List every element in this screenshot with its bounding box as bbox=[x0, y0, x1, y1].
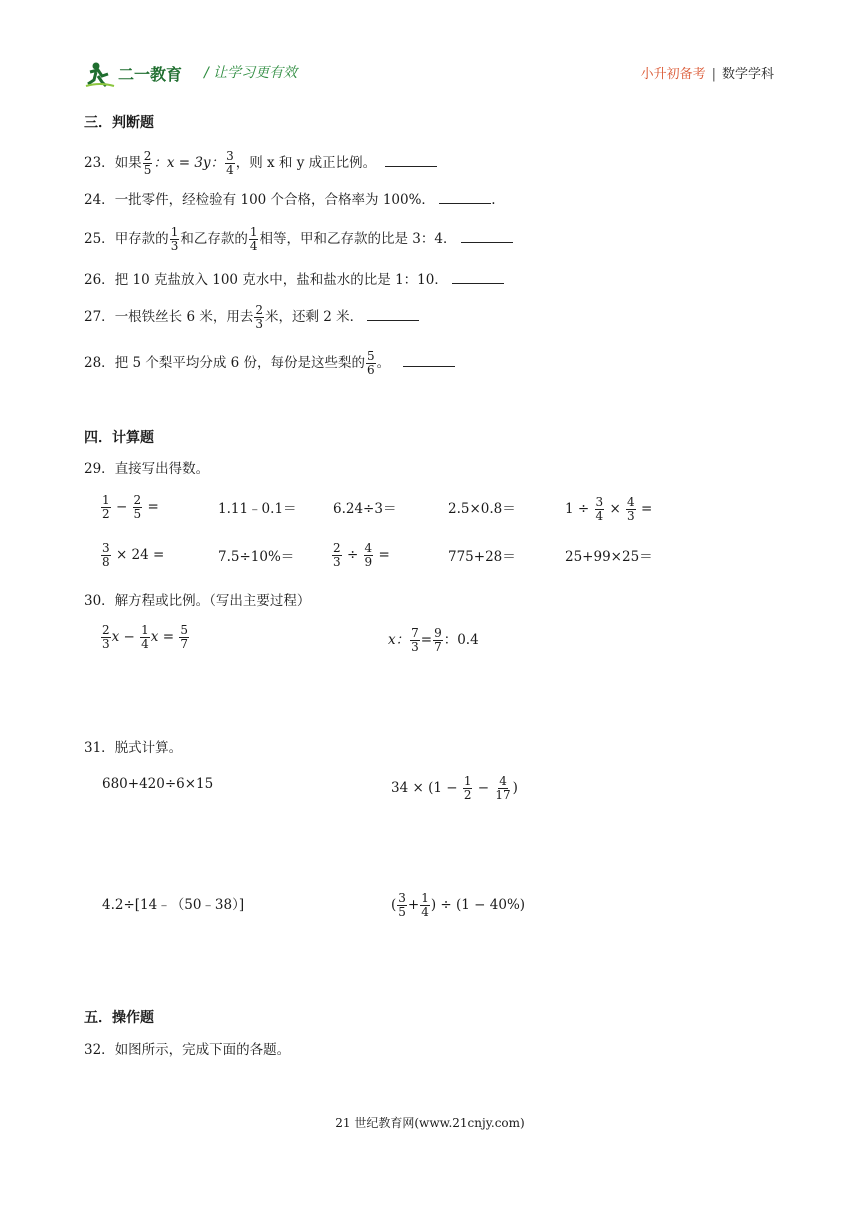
q28-answer-blank[interactable] bbox=[403, 354, 455, 367]
q32-num: 32． bbox=[84, 1042, 115, 1058]
b3-f1d: 3 bbox=[333, 555, 341, 569]
eq1-f3n: 5 bbox=[180, 623, 188, 637]
eq2-frac-2 bbox=[433, 627, 443, 654]
q30-text: 解方程或比例。（写出主要过程） bbox=[114, 593, 311, 609]
eq2-f2d: 7 bbox=[434, 640, 442, 654]
q29-item-a5 bbox=[565, 496, 652, 523]
section-5-title: 五．操作题 bbox=[84, 1010, 154, 1026]
e4-frac-1 bbox=[397, 892, 407, 919]
a1-eq: = bbox=[147, 499, 159, 515]
question-26 bbox=[84, 270, 504, 290]
q30-equation-1 bbox=[100, 624, 190, 651]
question-28 bbox=[84, 350, 455, 377]
e2-op: − bbox=[477, 780, 490, 796]
q25-num: 25． bbox=[84, 231, 115, 247]
e4-f1d: 5 bbox=[398, 905, 406, 919]
q26-num: 26． bbox=[84, 272, 115, 288]
eq1-f2d: 4 bbox=[141, 637, 149, 651]
eq1-f3d: 7 bbox=[180, 637, 188, 651]
b3-frac-2 bbox=[364, 542, 374, 569]
q24-answer-blank[interactable] bbox=[439, 191, 491, 204]
q29-item-b2: 7.5÷10%＝ bbox=[218, 549, 295, 565]
q31-text: 脱式计算。 bbox=[114, 740, 183, 756]
eq1-x1: x − bbox=[111, 629, 135, 645]
q23-f1n: 2 bbox=[143, 149, 152, 163]
section-4-title: 四．计算题 bbox=[84, 430, 154, 446]
eq1-frac-3 bbox=[179, 624, 189, 651]
q27-fn: 2 bbox=[255, 303, 263, 317]
q29-text: 直接写出得数。 bbox=[114, 461, 210, 477]
b3-f2n: 4 bbox=[364, 541, 373, 555]
q23-pre: 如果 bbox=[114, 155, 142, 171]
q23-answer-blank[interactable] bbox=[385, 154, 437, 167]
eq2-frac-1 bbox=[410, 627, 420, 654]
b3-f1n: 2 bbox=[333, 541, 341, 555]
q25-pre: 甲存款的 bbox=[114, 231, 169, 247]
q25-mid: 和乙存款的 bbox=[180, 231, 248, 247]
question-25 bbox=[84, 226, 513, 253]
q25-frac-1 bbox=[170, 226, 180, 253]
q29-item-b5: 25+99×25＝ bbox=[565, 549, 653, 565]
e2-f1d: 2 bbox=[463, 788, 472, 802]
question-31 bbox=[84, 738, 182, 758]
q25-post: 相等，甲和乙存款的比是 3：4． bbox=[259, 231, 457, 247]
q23-frac-1 bbox=[143, 150, 153, 177]
eq2-f1n: 7 bbox=[411, 626, 419, 640]
q23-frac-2 bbox=[225, 150, 235, 177]
e4-frac-2 bbox=[420, 892, 430, 919]
e2-pre: 34 × (1 − bbox=[391, 780, 458, 796]
exam-label: 小升初备考 bbox=[640, 67, 706, 82]
a1-f1d: 2 bbox=[102, 507, 110, 521]
q31-expression-1: 680+420÷6×15 bbox=[102, 776, 214, 792]
eq1-f1d: 3 bbox=[102, 637, 110, 651]
q28-pre: 把 5 个梨平均分成 6 份，每份是这些梨的 bbox=[114, 355, 366, 371]
q30-num: 30． bbox=[84, 593, 115, 609]
q25-f2n: 1 bbox=[249, 225, 258, 239]
q24-text: 一批零件，经检验有 100 个合格，合格率为 100%． bbox=[114, 192, 435, 208]
q23-f1d: 5 bbox=[143, 163, 152, 177]
e4-f2d: 4 bbox=[421, 905, 429, 919]
q32-text: 如图所示，完成下面的各题。 bbox=[114, 1042, 291, 1058]
eq1-x2: x = bbox=[150, 629, 175, 645]
eq2-f1d: 3 bbox=[411, 640, 419, 654]
q23-f2n: 3 bbox=[226, 149, 234, 163]
question-27 bbox=[84, 304, 419, 331]
q24-tail: . bbox=[491, 192, 496, 208]
e2-f1n: 1 bbox=[463, 774, 472, 788]
b3-eq: = bbox=[378, 547, 390, 563]
page-footer: 21 世纪教育网(www.21cnjy.com) bbox=[335, 1116, 525, 1130]
q31-expression-2 bbox=[391, 775, 518, 802]
q23-post: ，则 x 和 y 成正比例。 bbox=[235, 155, 377, 171]
a5-f2n: 4 bbox=[627, 495, 635, 509]
a1-frac-2 bbox=[133, 494, 143, 521]
a5-f1n: 3 bbox=[595, 495, 604, 509]
a5-op: × bbox=[609, 501, 621, 517]
a5-eq: = bbox=[640, 501, 653, 517]
subject-label: 数学学科 bbox=[721, 67, 774, 82]
q28-post: 。 bbox=[376, 355, 391, 371]
question-30 bbox=[84, 591, 310, 611]
eq1-frac-2 bbox=[140, 624, 150, 651]
e2-frac-1 bbox=[463, 775, 473, 802]
q28-fd: 6 bbox=[367, 363, 375, 377]
e2-post: ) bbox=[512, 780, 518, 796]
q27-post: 米，还剩 2 米． bbox=[265, 309, 364, 325]
q29-item-a1 bbox=[100, 494, 159, 521]
b3-frac-1 bbox=[332, 542, 342, 569]
eq1-f2n: 1 bbox=[141, 623, 149, 637]
e4-f1n: 3 bbox=[398, 891, 406, 905]
q27-frac bbox=[254, 304, 264, 331]
eq1-frac-1 bbox=[101, 624, 111, 651]
slogan: / 让学习更有效 bbox=[204, 65, 298, 81]
q29-item-a3: 6.24÷3＝ bbox=[333, 501, 397, 517]
q29-item-a4: 2.5×0.8＝ bbox=[448, 501, 516, 517]
q26-answer-blank[interactable] bbox=[452, 271, 504, 284]
b3-op: ÷ bbox=[346, 547, 359, 563]
e4-pre: ( bbox=[391, 897, 397, 913]
brand-logo bbox=[84, 60, 204, 88]
brand-text: 二一教育 bbox=[118, 65, 183, 84]
a5-f2d: 3 bbox=[627, 509, 635, 523]
header-right bbox=[641, 63, 774, 82]
q25-f2d: 4 bbox=[249, 239, 258, 253]
b1-fd: 8 bbox=[102, 555, 110, 569]
e2-f2d: 17 bbox=[495, 788, 511, 802]
eq2-eq: = bbox=[420, 632, 433, 648]
q25-frac-2 bbox=[249, 226, 259, 253]
q29-num: 29． bbox=[84, 461, 115, 477]
e4-f2n: 1 bbox=[421, 891, 429, 905]
a1-frac-1 bbox=[101, 494, 111, 521]
q31-expression-4 bbox=[391, 892, 525, 919]
e2-f2n: 4 bbox=[499, 774, 507, 788]
q27-num: 27． bbox=[84, 309, 115, 325]
header-separator: | bbox=[711, 67, 716, 82]
a1-f2d: 5 bbox=[133, 507, 142, 521]
question-23 bbox=[84, 150, 437, 177]
b1-frac bbox=[101, 542, 111, 569]
a1-f2n: 2 bbox=[133, 493, 142, 507]
q29-item-b1 bbox=[100, 542, 164, 569]
e2-frac-2 bbox=[494, 775, 511, 802]
q28-frac bbox=[366, 350, 376, 377]
q23-mid: ：x = 3y： bbox=[153, 155, 225, 171]
q29-item-a2: 1.11﹣0.1＝ bbox=[218, 501, 297, 517]
eq1-f1n: 2 bbox=[102, 623, 110, 637]
q27-fd: 3 bbox=[255, 317, 263, 331]
eq2-post: ：0.4 bbox=[443, 632, 479, 648]
q27-answer-blank[interactable] bbox=[367, 308, 419, 321]
q25-f1n: 1 bbox=[170, 225, 179, 239]
q25-answer-blank[interactable] bbox=[461, 230, 513, 243]
eq2-pre: x： bbox=[388, 632, 410, 648]
a5-pre: 1 ÷ bbox=[565, 501, 590, 517]
question-32 bbox=[84, 1040, 290, 1060]
e4-op: + bbox=[407, 897, 420, 913]
q31-expression-3: 4.2÷[14﹣（50﹣38）] bbox=[102, 897, 245, 913]
a1-f1n: 1 bbox=[102, 493, 110, 507]
q23-f2d: 4 bbox=[226, 163, 234, 177]
question-29 bbox=[84, 459, 209, 479]
section-3-title: 三．判断题 bbox=[84, 115, 154, 131]
question-24 bbox=[84, 190, 496, 210]
a5-frac-1 bbox=[595, 496, 605, 523]
runner-logo-icon bbox=[84, 60, 204, 88]
q26-text: 把 10 克盐放入 100 克水中，盐和盐水的比是 1：10． bbox=[114, 272, 448, 288]
q28-num: 28． bbox=[84, 355, 115, 371]
q24-num: 24． bbox=[84, 192, 115, 208]
a5-f1d: 4 bbox=[595, 509, 604, 523]
q30-equation-2 bbox=[388, 627, 479, 654]
q29-item-b3 bbox=[331, 542, 390, 569]
e4-post: ) ÷ (1 − 40%) bbox=[430, 897, 526, 913]
q31-num: 31． bbox=[84, 740, 115, 756]
b1-fn: 3 bbox=[102, 541, 110, 555]
a5-frac-2 bbox=[626, 496, 636, 523]
a1-op: − bbox=[115, 499, 128, 515]
b3-f2d: 9 bbox=[364, 555, 373, 569]
q29-item-b4: 775+28＝ bbox=[448, 549, 516, 565]
b1-post: × 24 = bbox=[115, 547, 165, 563]
eq2-f2n: 9 bbox=[434, 626, 442, 640]
q25-f1d: 3 bbox=[170, 239, 179, 253]
q23-num: 23． bbox=[84, 155, 115, 171]
q28-fn: 5 bbox=[367, 349, 375, 363]
q27-pre: 一根铁丝长 6 米，用去 bbox=[114, 309, 254, 325]
